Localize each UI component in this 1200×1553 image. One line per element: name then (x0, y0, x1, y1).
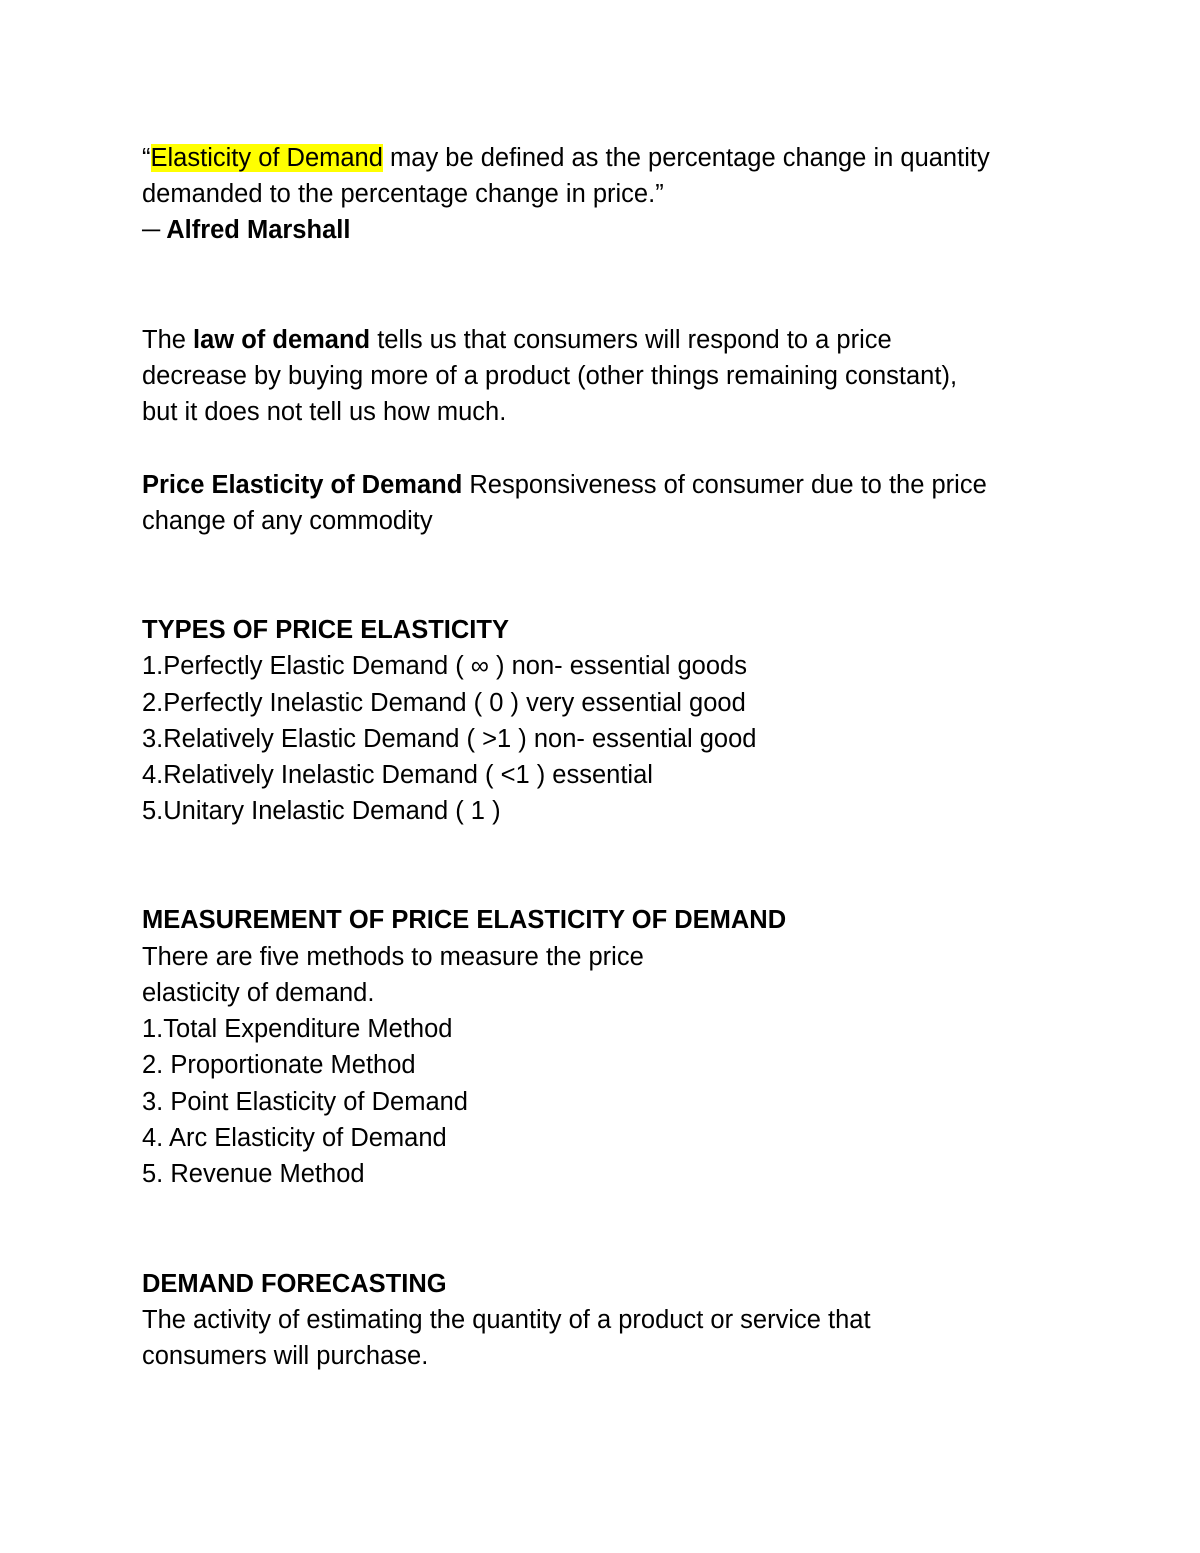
measurement-intro-line-2: elasticity of demand. (142, 979, 375, 1007)
measurement-list-item: 4. Arc Elasticity of Demand (142, 1124, 447, 1152)
price-elasticity-line-2: change of any commodity (142, 507, 433, 535)
quote-attribution: ─ Alfred Marshall (142, 216, 351, 244)
measurement-list-item: 3. Point Elasticity of Demand (142, 1088, 468, 1116)
types-heading: TYPES OF PRICE ELASTICITY (142, 616, 509, 644)
forecasting-line-1: The activity of estimating the quantity of a product or service that (142, 1306, 871, 1334)
law-prefix: The (142, 326, 194, 354)
types-list-item: 5.Unitary Inelastic Demand ( 1 ) (142, 797, 501, 825)
types-list-item: 2.Perfectly Inelastic Demand ( 0 ) very essential good (142, 689, 746, 717)
quote-line-2: demanded to the percentage change in price.” (142, 180, 664, 208)
measurement-heading: MEASUREMENT OF PRICE ELASTICITY OF DEMAND (142, 906, 787, 934)
measurement-list-item: 1.Total Expenditure Method (142, 1015, 453, 1043)
types-list-item: 4.Relatively Inelastic Demand ( <1 ) essential (142, 761, 653, 789)
measurement-intro-line-1: There are five methods to measure the price (142, 943, 644, 971)
highlighted-term: Elasticity of Demand (150, 144, 383, 172)
quote-line-1 (142, 140, 990, 176)
forecasting-heading: DEMAND FORECASTING (142, 1270, 447, 1298)
law-line-1-rest: tells us that consumers will respond to a price (370, 326, 892, 354)
price-elasticity-line-1 (142, 467, 987, 503)
price-elasticity-line-1-rest: Responsiveness of consumer due to the price (462, 471, 987, 499)
law-of-demand-line-2: decrease by buying more of a product (other things remaining constant), (142, 362, 958, 390)
forecasting-line-2: consumers will purchase. (142, 1342, 429, 1370)
measurement-list-item: 2. Proportionate Method (142, 1051, 416, 1079)
measurement-list-item: 5. Revenue Method (142, 1160, 365, 1188)
types-list-item: 3.Relatively Elastic Demand ( >1 ) non- essential good (142, 725, 757, 753)
law-of-demand-line-3: but it does not tell us how much. (142, 398, 507, 426)
quote-line-1-rest: may be defined as the percentage change in quantity (382, 144, 990, 172)
law-of-demand-line-1 (142, 322, 892, 358)
types-list-item: 1.Perfectly Elastic Demand ( ∞ ) non- essential goods (142, 652, 747, 680)
quote-open-mark: “ (142, 144, 151, 172)
law-bold-term: law of demand (193, 326, 371, 354)
price-elasticity-term: Price Elasticity of Demand (142, 471, 463, 499)
